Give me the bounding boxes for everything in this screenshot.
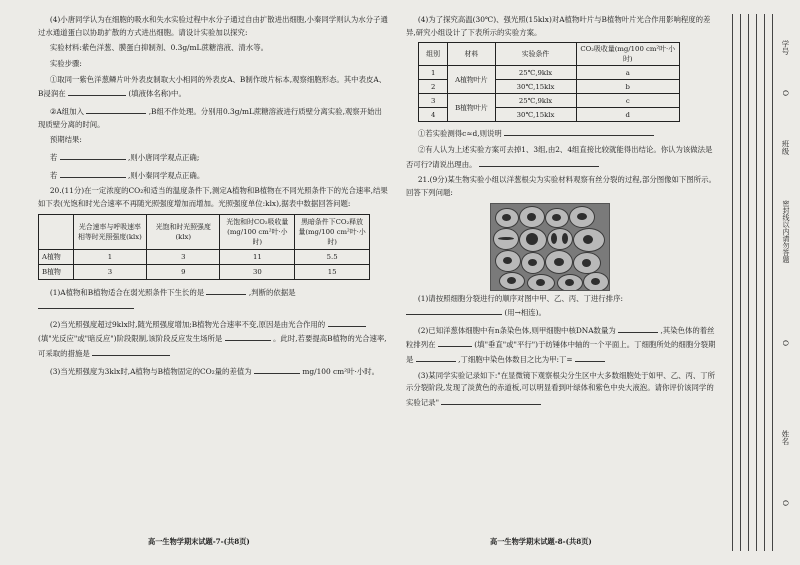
answer-blank[interactable] [479,157,599,167]
cell [573,252,601,274]
micrograph-image [490,203,610,291]
answer-blank[interactable] [504,126,654,136]
binding-mark: O [781,500,790,507]
binding-mark: O [781,90,790,97]
cell [495,250,521,272]
answer-blank[interactable] [618,323,658,333]
answer-blank[interactable] [92,346,170,356]
cell [557,274,583,291]
answer-blank[interactable] [206,285,246,295]
cell [527,274,555,291]
answer-blank[interactable] [438,337,472,347]
answer-blank[interactable] [60,168,126,178]
prediction-2: 若 ,则小秦同学观点正确。 [38,168,388,183]
q20-intro: 20.(11分)在一定浓度的CO₂和适当的温度条件下,测定A植物和B植物在不同光照条件下的光合速率,结果如下表(光饱和时光合速率不再随光照强度增加而增加。光照强度单位:klx),据表中数据回答问题: [38,186,388,208]
binding-line [748,14,749,551]
cell [519,228,547,252]
photosynthesis-table [38,214,370,280]
seal-notice: 密封线以内请勿答题 [782,200,790,263]
cell [499,272,525,290]
experiment-table [418,42,680,122]
cell [573,228,605,252]
binding-line [732,14,733,551]
q21-2: (2)已知洋葱体细胞中有n条染色体,则甲细胞中核DNA数量为 ,其染色体的着丝粒排列在 (填"垂直"或"平行")于纺锤体中轴的一个平面上。丁细胞所处的细胞分裂期是 ,丁细胞中染色体数目之比为甲:丁= [406,323,718,367]
cell [521,252,545,274]
table-row: 1 A植物叶片 25℃,9klx a [419,66,680,80]
table-row: 3 B植物叶片 25℃,9klx c [419,94,680,108]
answer-blank[interactable] [406,305,502,315]
binding-mark: O [781,340,790,347]
cell [493,228,519,250]
table-header-row: 光合速率与呼吸速率相等时光照强度(klx) 光饱和时光照强度(klx) 光饱和时CO₂吸收量(mg/100 cm²叶·小时) 黑暗条件下CO₂释放量(mg/100 cm²叶·小时) [39,214,370,249]
answer-blank[interactable] [328,317,366,327]
binding-line [772,14,773,551]
prediction-label: 预期结果: [49,135,82,145]
answer-blank[interactable] [225,331,271,341]
q20-4-1: ①若实验测得c≈d,则说明 [406,126,718,141]
answer-blank[interactable] [575,352,605,362]
step-2: ②A组加入 ,B组不作处理。分别用0.3g/mL蔗糖溶液进行质壁分离实验,观察开始出现质壁分离的时间。 [38,104,388,131]
answer-blank[interactable] [38,299,134,309]
q20-4-intro: (4)为了探究高温(30℃)、强光照(15klx)对A植物叶片与B植物叶片光合作用影响程度的差异,研究小组设计了下表所示的实验方案。 [406,15,711,37]
cell [545,250,573,274]
cell [545,208,569,228]
answer-blank[interactable] [60,150,126,160]
cell [547,228,573,250]
binding-label-bot: 姓名 [781,430,790,445]
table-row: 2 30℃,15klx b [419,80,680,94]
answer-blank[interactable] [68,86,126,96]
answer-blank[interactable] [416,352,456,362]
table-row: B植物 3 9 30 15 [39,264,370,279]
binding-label-top: 学号 [781,40,790,55]
table-header-row: 组别 材料 实验条件 CO₂吸收量(mg/100 cm²叶·小时) [419,43,680,66]
cell [569,206,595,228]
q20-2: (2)当光照强度超过9klx时,随光照强度增加;B植物光合速率不变,原因是由光合作用的 (填"光反应"或"暗反应")阶段限制,该阶段反应发生场所是 。此时,若要提高B植物的光合速率,可采取的措施是 [38,317,388,361]
steps-label: 实验步骤: [49,58,82,68]
binding-line [756,14,757,551]
cell [519,206,545,228]
q19-4-intro: (4)小唐同学认为在细胞的吸水和失水实验过程中水分子通过自由扩散进出细胞,小秦同学则认为水分子通过水通道蛋白以协助扩散的方式进出细胞。请设计实验加以探究: [38,15,388,37]
answer-blank[interactable] [441,395,541,405]
materials: 实验材料:紫色洋葱、膜蛋白抑制剂、0.3g/mL蔗糖溶液、清水等。 [49,43,268,53]
q21-intro: 21.(9分)某生物实验小组以洋葱根尖为实验材料观察有丝分裂的过程,部分图像如下图所示。回答下列问题: [406,175,716,197]
q20-4-2: ②有人认为上述实验方案可去掉1、3组,由2、4组直接比较就能得出结论。你认为该做法是否可行?请说出理由。 [406,144,713,169]
page-7: (4)小唐同学认为在细胞的吸水和失水实验过程中水分子通过自由扩散进出细胞,小秦同学则认为水分子通过水通道蛋白以协助扩散的方式进出细胞。请设计实验加以探究: 实验材料:紫色洋葱、膜蛋白抑制剂、0.3g/mL蔗糖溶液、清水等。 实验步骤: ①取同一紫色洋葱鳞片叶外表皮制取大小相同的外表皮A、B制作玻片标本,观察细胞形态。其中表皮A、B浸润在 (填液体名称)中。 ②A组加入 ,B组不作处理。分别用0.3g/mL蔗糖溶液进行质壁分离实验,观察开始出现质壁分离的时间。 预期结果: 若 ,则小唐同学观点正确; 若 ,则小秦同学观点正确。 20.(11分)在一定浓度的CO₂和适当的温度条件下,测定A植物和B植物在不同光照条件下的光合速率,结果如下表(光饱和时光合速率不再随光照强度增加而增加。光照强度单位:klx),据表中数据回答问题: 光合速率与呼吸速率相等时光照强度(klx) 光饱和时光照强度(klx) 光饱和时CO₂吸收量(mg/100 cm²叶·小时) 黑暗条件下CO₂释放量(mg/100 cm²叶·小时) A植物 1 3 11 5.5 B植物 3 9 30 15 (1)A植物和B植物适合在弱光照条件下生长的是 ,判断的依据是 (2)当光照强度超过9klx时,随光照强度增加;B植物光合速率不变,原因是由光合作用的 (填"光反应"或"暗反应")阶段限制,该阶段反应发生场所是 。此时,若要提高B植物的光合速率,可采取的措施是 (3)当光照强度为3klx时,A植物与B植物固定的CO₂量的差值为 mg/100 cm²叶·小时。 高一生物学期末试题-7-(共8页) [38,15,388,546]
page-8: (4)为了探究高温(30℃)、强光照(15klx)对A植物叶片与B植物叶片光合作用影响程度的差异,研究小组设计了下表所示的实验方案。 组别 材料 实验条件 CO₂吸收量(mg/100 cm²叶·小时) 1 A植物叶片 25℃,9klx a 2 30℃,15klx b 3 B植物叶片 25℃,9klx c 4 30℃,15klx d ①若实验测得c≈d,则说明 ②有人认为上述实验方案可去掉1、3组,由2、4组直接比较就能得出结论。你认为该做法是否可行?请说出理由。 21.(9分)某生物实验小组以洋葱根尖为实验材料观察有丝分裂的过程,部分图像如下图所示。回答下列问题: (1)请按照细胞分裂进行的顺序对图中甲、乙、丙、丁进行排序: (用→相连)。 (2)已知洋葱体细胞中有n条染色体,则甲细胞中核DNA数量为 ,其染色体的着丝粒排列在 (填"垂直"或"平行")于纺锤体中轴的一个平面上。丁细胞所处的细胞分裂期是 ,丁细胞中染色体数目之比为甲:丁= (3)某同学实验记录如下:"在显微镜下观察根尖分生区中大多数细胞处于如甲、乙、丙、丁所示分裂阶段,发现了淡黄色的赤道板,可以明显看到叶绿体和紫色中央大液泡。请你评价该同学的实验记录" 高一生物学期末试题-8-(共8页) [406,14,718,413]
answer-blank[interactable] [86,104,146,114]
binding-line [764,14,765,551]
step-1: ①取同一紫色洋葱鳞片叶外表皮制取大小相同的外表皮A、B制作玻片标本,观察细胞形态。其中表皮A、B浸润在 (填液体名称)中。 [38,74,387,99]
cell [583,272,609,291]
table-row: A植物 1 3 11 5.5 [39,249,370,264]
q20-3: (3)当光照强度为3klx时,A植物与B植物固定的CO₂量的差值为 mg/100 cm²叶·小时。 [38,364,388,379]
answer-blank[interactable] [254,364,300,374]
q21-3: (3)某同学实验记录如下:"在显微镜下观察根尖分生区中大多数细胞处于如甲、乙、丙、丁所示分裂阶段,发现了淡黄色的赤道板,可以明显看到叶绿体和紫色中央大液泡。请你评价该同学的实验记录" [406,370,716,407]
cell [495,208,519,228]
binding-label-mid: 班级 [781,140,790,155]
table-row: 4 30℃,15klx d [419,108,680,122]
q21-1: (1)请按照细胞分裂进行的顺序对图中甲、乙、丙、丁进行排序: (用→相连)。 [406,293,718,320]
seal-binding-margin [726,0,800,565]
q20-1: (1)A植物和B植物适合在弱光照条件下生长的是 ,判断的依据是 [38,285,388,314]
prediction-1: 若 ,则小唐同学观点正确; [38,150,388,165]
binding-line [740,14,741,551]
